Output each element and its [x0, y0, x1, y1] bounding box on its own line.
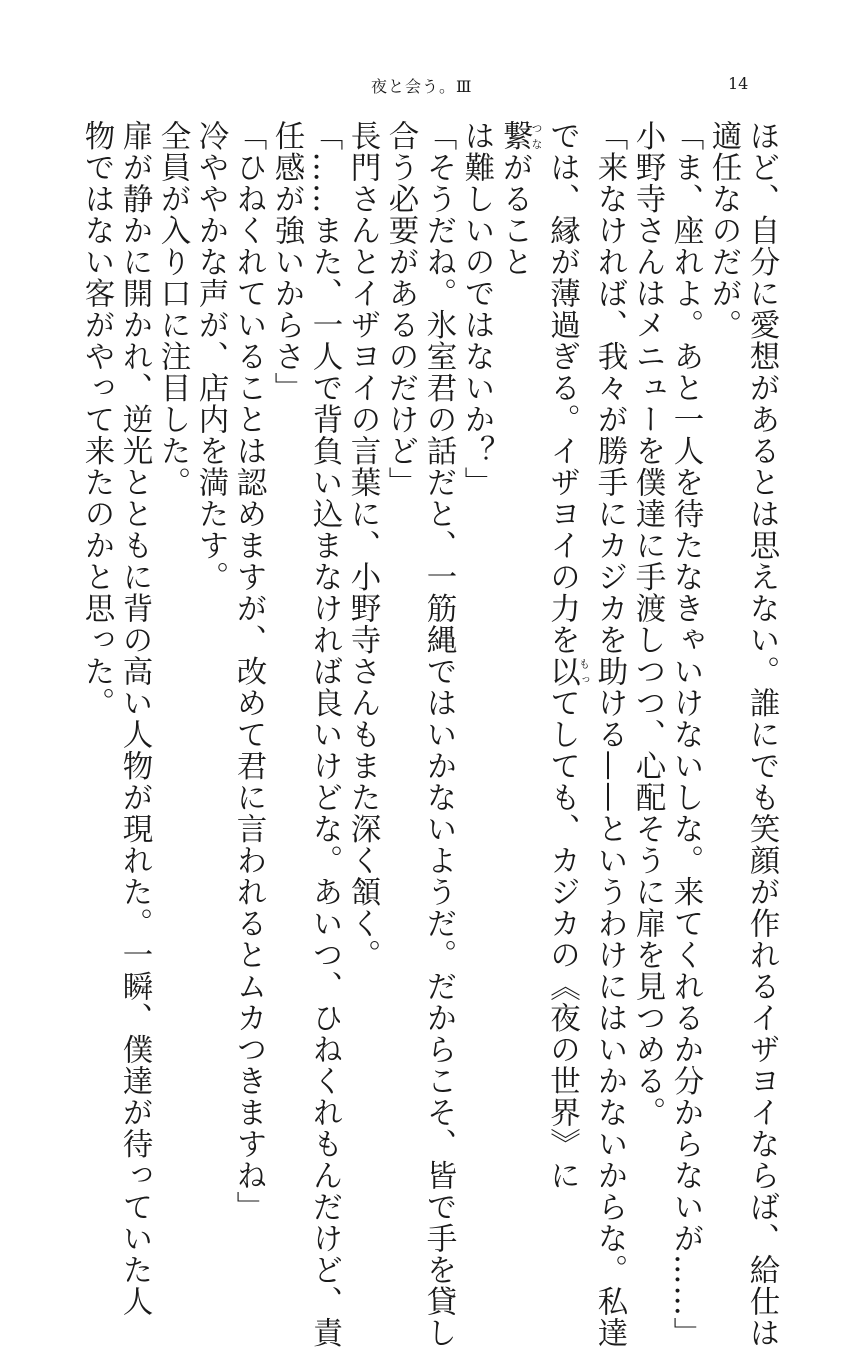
- text-line: 「……また、一人で背負い込まなければ良いけどな。あいつ、ひねくれもんだけど、責: [307, 120, 342, 1349]
- text-line: 繋つながること: [497, 120, 543, 278]
- running-head: [0, 74, 841, 104]
- text-line: 合う必要があるのだけど」: [383, 120, 418, 498]
- text-line: 任感が強いからさ」: [269, 120, 304, 404]
- text-line: 「来なければ、我々が勝手にカジカを助ける——というわけにはいかないからな。私達: [592, 120, 627, 1349]
- text-line: 「そうだね。氷室君の話だと、一筋縄ではいかないようだ。だからこそ、皆で手を貸し: [421, 120, 456, 1349]
- ruby-motte: 以もっ: [544, 655, 591, 687]
- text-line: 小野寺さんはメニューを僕達に手渡しつつ、心配そうに扉を見つめる。: [630, 120, 665, 1128]
- text-line: 「ひねくれていることは認めますが、改めて君に言われるとムカつきますね」: [231, 120, 266, 1223]
- text-line: ほど、自分に愛想があるとは思えない。誰にでも笑顔が作れるイザヨイならば、給仕は: [744, 120, 779, 1349]
- text-line: は難しいのではないか？」: [459, 120, 494, 498]
- text-line: 適任なのだが。: [706, 120, 741, 341]
- text-line: 冷ややかな声が、店内を満たす。: [193, 120, 228, 593]
- text-line: 扉が静かに開かれ、逆光とともに背の高い人物が現れた。一瞬、僕達が待っていた人: [117, 120, 152, 1317]
- page-number: 14: [728, 74, 749, 93]
- text-line: 「ま、座れよ。あと一人を待たなきゃいけないしな。来てくれるか分からないが……」: [668, 120, 703, 1349]
- chapter-title: 夜と会う。Ⅲ: [371, 77, 473, 96]
- text-line: 全員が入り口に注目した。: [155, 120, 190, 498]
- text-line: 長門さんとイザヨイの言葉に、小野寺さんもまた深く頷く。: [345, 120, 380, 971]
- ruby-tsuna: 繋つな: [497, 120, 543, 152]
- text-line: では、縁が薄過ぎる。イザヨイの力を以もってしても、カジカの《夜の世界》に: [544, 120, 591, 1191]
- body-text: [79, 120, 780, 1349]
- text-line: 物ではない客がやって来たのかと思った。: [79, 120, 114, 719]
